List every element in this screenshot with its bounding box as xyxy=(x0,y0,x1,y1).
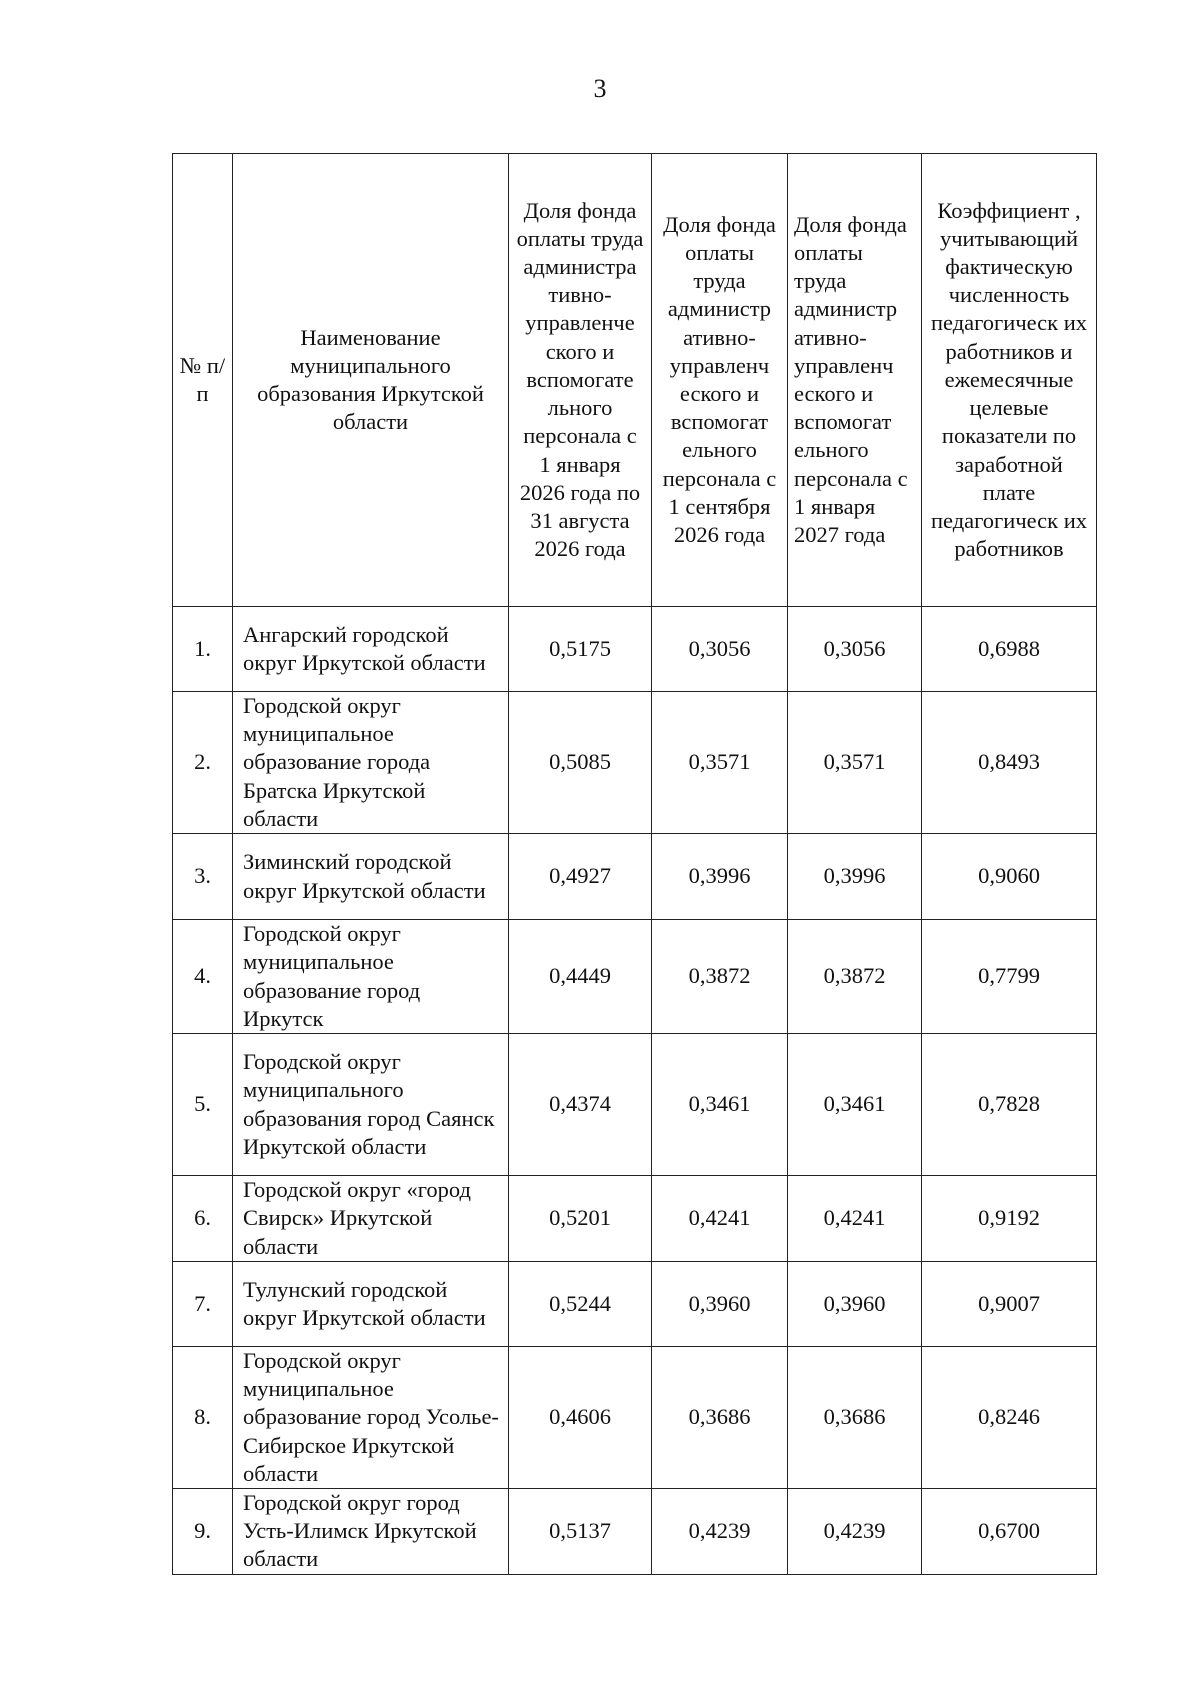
row-number: 2. xyxy=(173,692,233,834)
share-jan-aug-2026: 0,4927 xyxy=(509,834,652,920)
header-share-jan-aug-2026: Доля фонда оплаты труда администра тивно- управленче ского и вспомогате льного персонала с 1 января 2026 года по 31 августа 2026 года xyxy=(509,154,652,607)
coefficient: 0,6700 xyxy=(922,1489,1097,1575)
row-number: 3. xyxy=(173,834,233,920)
share-jan-2027: 0,3960 xyxy=(788,1262,922,1347)
share-sep-2026: 0,3686 xyxy=(652,1347,788,1489)
header-municipality-name: Наименование муниципального образования Иркутской области xyxy=(233,154,509,607)
page-number: 3 xyxy=(593,74,607,103)
share-sep-2026: 0,3996 xyxy=(652,834,788,920)
row-number: 6. xyxy=(173,1176,233,1262)
coefficient: 0,7799 xyxy=(922,920,1097,1034)
share-jan-2027: 0,3996 xyxy=(788,834,922,920)
municipality-name: Городской округ муниципальное образование город Иркутск xyxy=(233,920,509,1034)
share-sep-2026: 0,3056 xyxy=(652,607,788,692)
share-jan-2027: 0,3571 xyxy=(788,692,922,834)
table-row xyxy=(173,1347,1097,1489)
row-number: 1. xyxy=(173,607,233,692)
share-jan-2027: 0,4241 xyxy=(788,1176,922,1262)
coefficient: 0,6988 xyxy=(922,607,1097,692)
share-jan-2027: 0,3056 xyxy=(788,607,922,692)
share-sep-2026: 0,4241 xyxy=(652,1176,788,1262)
share-jan-aug-2026: 0,5085 xyxy=(509,692,652,834)
header-number: № п/п xyxy=(173,154,233,607)
municipality-name: Ангарский городской округ Иркутской области xyxy=(233,607,509,692)
share-jan-2027: 0,3872 xyxy=(788,920,922,1034)
table-header-row xyxy=(173,154,1097,607)
share-sep-2026: 0,3461 xyxy=(652,1034,788,1176)
header-share-sep-2026: Доля фонда оплаты труда администр ативно- управленч еского и вспомогат ельного персонала с 1 сентября 2026 года xyxy=(652,154,788,607)
row-number: 5. xyxy=(173,1034,233,1176)
municipality-name: Городской округ муниципальное образование города Братска Иркутской области xyxy=(233,692,509,834)
table-row xyxy=(173,1489,1097,1575)
share-sep-2026: 0,3872 xyxy=(652,920,788,1034)
share-sep-2026: 0,3571 xyxy=(652,692,788,834)
row-number: 7. xyxy=(173,1262,233,1347)
table-row xyxy=(173,692,1097,834)
municipality-name: Тулунский городской округ Иркутской области xyxy=(233,1262,509,1347)
coefficient: 0,8246 xyxy=(922,1347,1097,1489)
coefficient: 0,9007 xyxy=(922,1262,1097,1347)
share-jan-aug-2026: 0,5201 xyxy=(509,1176,652,1262)
municipality-name: Городской округ муниципального образования город Саянск Иркутской области xyxy=(233,1034,509,1176)
municipality-name: Городской округ муниципальное образование город Усолье-Сибирское Иркутской области xyxy=(233,1347,509,1489)
row-number: 8. xyxy=(173,1347,233,1489)
table-row xyxy=(173,834,1097,920)
coefficient: 0,7828 xyxy=(922,1034,1097,1176)
row-number: 9. xyxy=(173,1489,233,1575)
coefficient: 0,8493 xyxy=(922,692,1097,834)
municipality-name: Зиминский городской округ Иркутской области xyxy=(233,834,509,920)
table-row xyxy=(173,1262,1097,1347)
share-jan-aug-2026: 0,4606 xyxy=(509,1347,652,1489)
coefficient: 0,9060 xyxy=(922,834,1097,920)
share-jan-aug-2026: 0,5175 xyxy=(509,607,652,692)
share-jan-2027: 0,3686 xyxy=(788,1347,922,1489)
municipality-name: Городской округ «город Свирск» Иркутской области xyxy=(233,1176,509,1262)
table-row xyxy=(173,607,1097,692)
table-row xyxy=(173,920,1097,1034)
table-row xyxy=(173,1176,1097,1262)
share-jan-aug-2026: 0,5244 xyxy=(509,1262,652,1347)
share-jan-aug-2026: 0,5137 xyxy=(509,1489,652,1575)
municipality-name: Городской округ город Усть-Илимск Иркутской области xyxy=(233,1489,509,1575)
share-sep-2026: 0,3960 xyxy=(652,1262,788,1347)
header-share-jan-2027: Доля фонда оплаты труда администр ативно- управленч еского и вспомогат ельного персонала с 1 января 2027 года xyxy=(788,154,922,607)
share-jan-aug-2026: 0,4449 xyxy=(509,920,652,1034)
table-row xyxy=(173,1034,1097,1176)
coefficients-table xyxy=(172,153,1097,1575)
share-jan-2027: 0,4239 xyxy=(788,1489,922,1575)
share-sep-2026: 0,4239 xyxy=(652,1489,788,1575)
share-jan-aug-2026: 0,4374 xyxy=(509,1034,652,1176)
header-coefficient: Коэффициент , учитывающий фактическую численность педагогическ их работников и ежемесячные целевые показатели по заработной плате педагогическ их работников xyxy=(922,154,1097,607)
share-jan-2027: 0,3461 xyxy=(788,1034,922,1176)
coefficient: 0,9192 xyxy=(922,1176,1097,1262)
row-number: 4. xyxy=(173,920,233,1034)
